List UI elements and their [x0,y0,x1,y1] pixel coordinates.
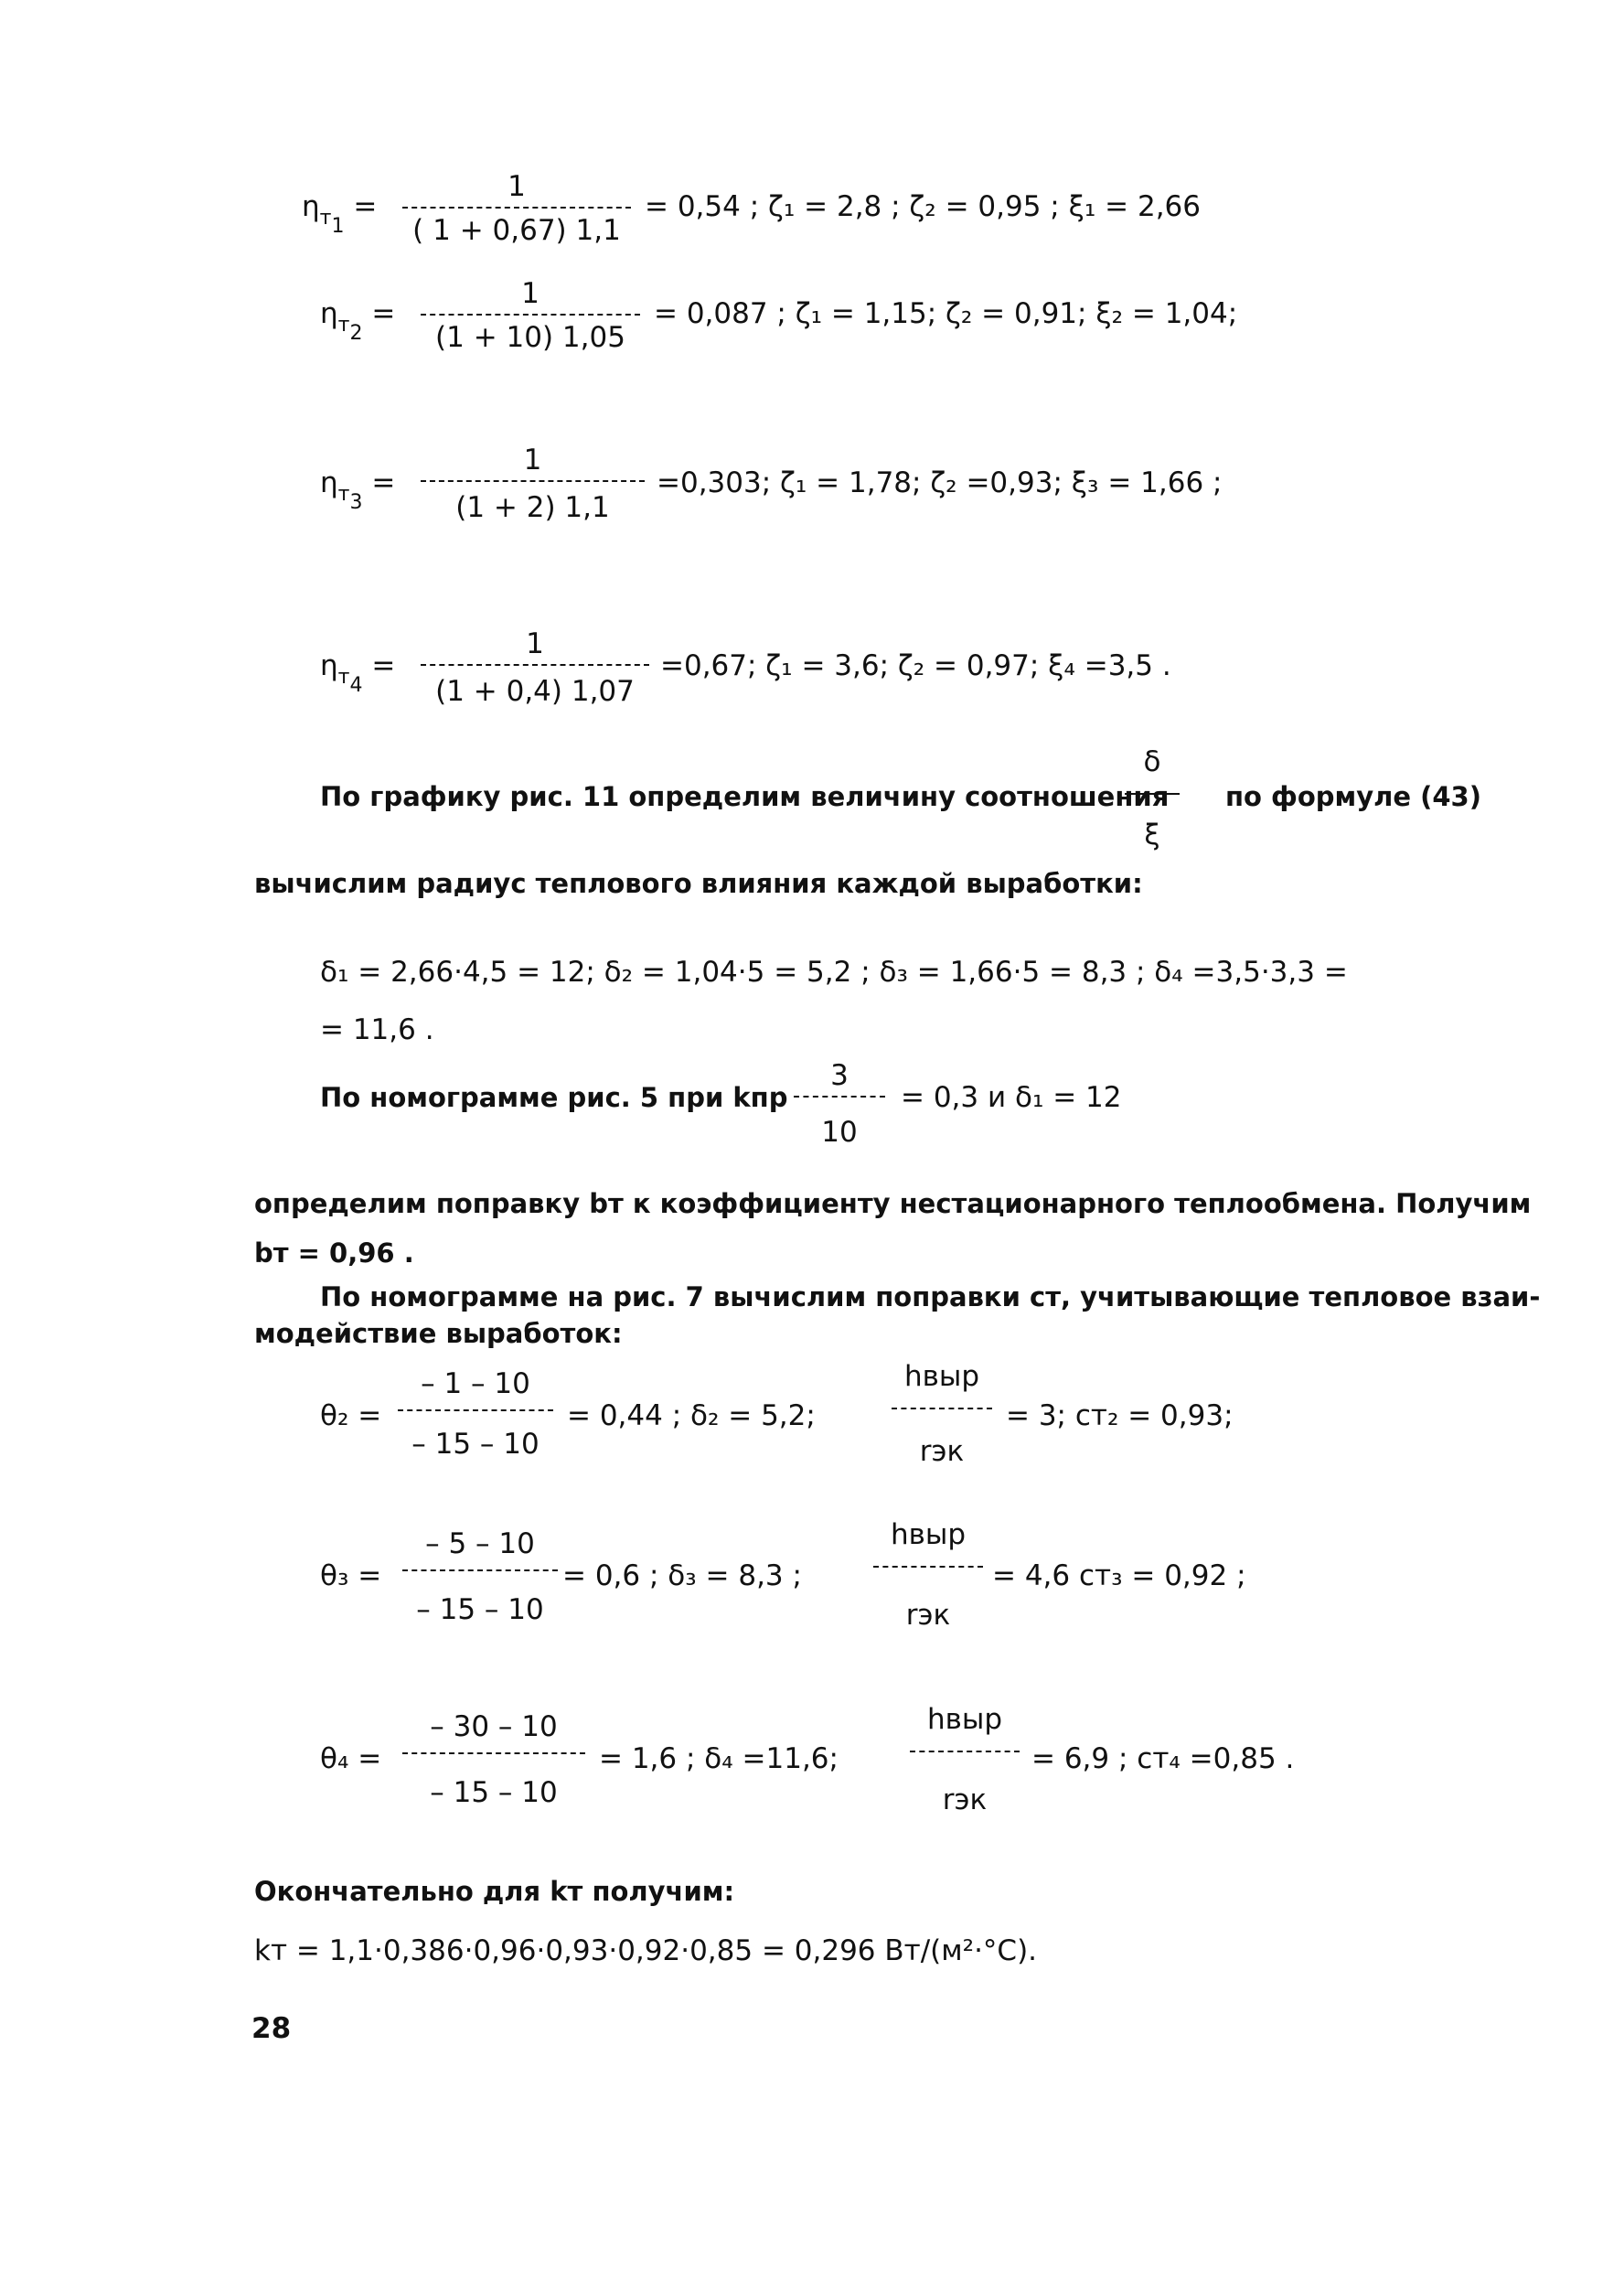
fraction-bar [421,480,645,482]
paragraph-1-end: по формуле (43) [1225,781,1481,812]
page-number: 28 [251,2012,292,2045]
paragraph-2-start: По номограмме рис. 5 при kпр [320,1082,788,1113]
eta-lhs: $\eta_{т_3}$ = [320,466,396,514]
denominator: – 15 – 10 [416,1593,544,1626]
theta-fraction [398,1367,553,1468]
theta-value: = 0,44 ; δ₂ = 5,2; [567,1399,816,1432]
fraction-bar [1125,793,1180,795]
numerator: – 5 – 10 [425,1527,535,1560]
eta-fraction [421,444,645,526]
paragraph-5: Окончательно для kт получим: [254,1876,735,1907]
fraction-bar [398,1409,553,1411]
eta-result: = 0,087 ; ζ₁ = 1,15; ζ₂ = 0,91; ξ₂ = 1,04; [654,297,1238,330]
paragraph-1-line-2: вычислим радиус теплового влияния каждой выработки: [254,868,1143,899]
eta-result: =0,303; ζ₁ = 1,78; ζ₂ =0,93; ξ₃ = 1,66 ; [657,466,1223,499]
fraction-bar [794,1096,885,1098]
denominator: rэк [919,1435,965,1468]
numerator: hвыр [903,1360,980,1393]
numerator: 3 [830,1059,849,1092]
paragraph-4-line-1: По номограмме на рис. 7 вычислим поправки cт, учитывающие тепловое взаи- [320,1281,1541,1312]
fraction-bar [421,664,649,666]
fraction-bar [892,1408,992,1409]
h-r-fraction [892,1360,992,1479]
paragraph-3-line-2: bт = 0,96 . [254,1237,414,1269]
paragraph-3-line-1: определим поправку bт к коэффициенту нестационарного теплообмена. Получим [254,1188,1532,1219]
theta-value: = 0,6 ; δ₃ = 8,3 ; [562,1559,802,1592]
denominator: – 15 – 10 [411,1428,540,1461]
numerator: 1 [526,627,544,660]
theta-lhs: θ₃ = [320,1559,382,1592]
k-fraction [794,1059,885,1149]
denominator: 10 [821,1116,858,1149]
numerator: 1 [523,444,542,477]
theta-value: = 1,6 ; δ₄ =11,6; [599,1742,839,1775]
paragraph-4-line-2: модействие выработок: [254,1318,623,1349]
eta-lhs: $\eta_{т_1}$ = [302,190,378,238]
denominator: ξ [1144,819,1160,851]
theta-lhs: θ₂ = [320,1399,382,1432]
numerator: hвыр [890,1518,967,1551]
theta-fraction [402,1527,558,1628]
h-r-fraction [873,1518,983,1637]
numerator: 1 [508,170,526,203]
denominator: (1 + 2) 1,1 [455,491,610,524]
fraction-bar [421,314,640,316]
nomogram-result: = 0,3 и δ₁ = 12 [901,1081,1122,1114]
eta-result: =0,67; ζ₁ = 3,6; ζ₂ = 0,97; ξ₄ =3,5 . [660,649,1171,682]
fraction-bar [910,1751,1020,1752]
denominator: rэк [942,1783,988,1816]
theta-fraction [402,1710,585,1811]
numerator: hвыр [926,1703,1003,1736]
eta-result: = 0,54 ; ζ₁ = 2,8 ; ζ₂ = 0,95 ; ξ₁ = 2,66 [645,190,1201,223]
delta-values-line-2: = 11,6 . [320,1013,434,1046]
theta-rest: = 6,9 ; cт₄ =0,85 . [1031,1742,1295,1775]
denominator: (1 + 10) 1,05 [435,321,625,354]
numerator: δ [1143,745,1161,778]
fraction-bar [402,207,631,209]
eta-fraction [402,170,631,252]
numerator: – 30 – 10 [430,1710,558,1743]
numerator: 1 [521,277,540,310]
fraction-bar [402,1752,585,1754]
eta-lhs: $\eta_{т_2}$ = [320,297,396,345]
final-formula: kт = 1,1·0,386·0,96·0,93·0,92·0,85 = 0,296 Вт/(м²·°С). [254,1934,1038,1967]
numerator: – 1 – 10 [421,1367,530,1400]
denominator: rэк [905,1599,951,1632]
eta-fraction [421,627,649,710]
theta-rest: = 3; cт₂ = 0,93; [1006,1399,1234,1432]
eta-lhs: $\eta_{т_4}$ = [320,649,396,697]
paragraph-1-start: По графику рис. 11 определим величину соотношения [320,781,1170,812]
delta-xi-fraction [1125,745,1180,855]
fraction-bar [873,1566,983,1568]
delta-values-line-1: δ₁ = 2,66·4,5 = 12; δ₂ = 1,04·5 = 5,2 ; δ₃ = 1,66·5 = 8,3 ; δ₄ =3,5·3,3 = [320,956,1348,989]
denominator: ( 1 + 0,67) 1,1 [412,214,621,247]
denominator: – 15 – 10 [430,1776,558,1809]
eta-fraction [421,277,640,359]
denominator: (1 + 0,4) 1,07 [435,675,635,708]
h-r-fraction [910,1703,1020,1822]
theta-rest: = 4,6 cт₃ = 0,92 ; [992,1559,1246,1592]
fraction-bar [402,1569,558,1571]
theta-lhs: θ₄ = [320,1742,382,1775]
